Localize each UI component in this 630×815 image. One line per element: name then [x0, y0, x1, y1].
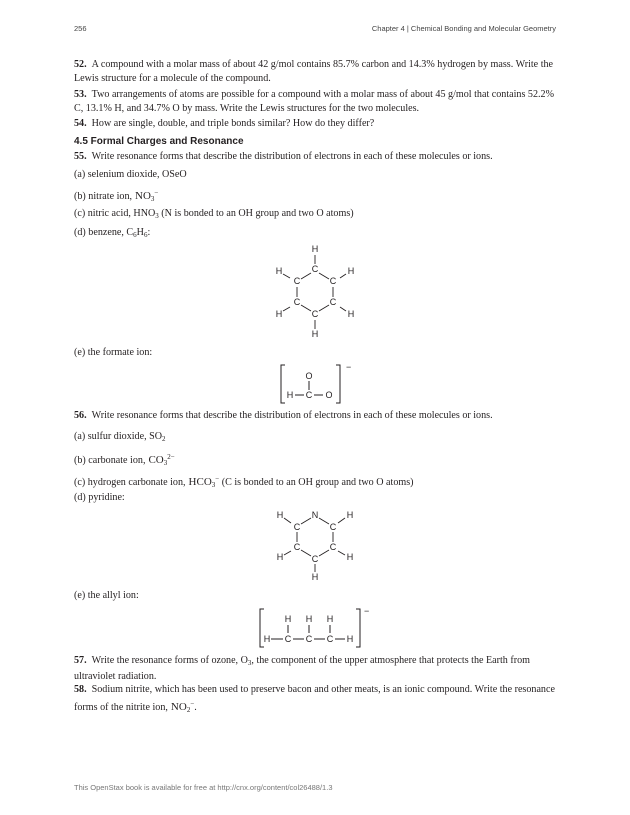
page-number: 256 — [74, 24, 87, 33]
ion-charge: − — [364, 606, 370, 616]
atom-label: H — [275, 309, 283, 319]
atom-label: H — [346, 510, 354, 520]
question-53 — [74, 88, 556, 116]
atom-label: C — [326, 634, 334, 644]
question-text: Two arrangements of atoms are possible for a compound with a molar mass of about 45 g/mol that contains 52.2% C, 13.1% H, and 34.7% O by mass. Write the Lewis structures for the two molecules. — [74, 89, 555, 114]
question-57: 57. Write the resonance forms of ozone, $O_3$, the component of the upper atmosphere that protects the Earth from ultraviolet radiation. — [74, 655, 530, 682]
question-number: 52. — [74, 59, 87, 70]
atom-label: H — [284, 614, 292, 624]
benzene-structure — [268, 243, 364, 341]
atom-label: C — [329, 276, 337, 286]
q55-option-b: (b) nitrate ion, $NO_3^-$ — [74, 189, 159, 203]
atom-label: C — [293, 276, 301, 286]
question-55 — [74, 150, 556, 164]
atom-label: H — [311, 572, 319, 582]
formate-structure — [276, 361, 356, 407]
question-number: 54. — [74, 118, 87, 129]
q56-option-d: (d) pyridine: — [74, 492, 125, 503]
atom-label: H — [347, 309, 355, 319]
atom-label: C — [293, 522, 301, 532]
question-number: 56. — [74, 410, 87, 421]
question-58: 58. Sodium nitrite, which has been used to preserve bacon and other meats, is an ionic compound. Write the resonance forms of the nitrite ion, $NO_2^-$. — [74, 684, 555, 714]
atom-label: H — [286, 390, 294, 400]
atom-label: C — [329, 297, 337, 307]
atom-label: H — [346, 552, 354, 562]
question-number: 57. — [74, 655, 87, 666]
atom-label: H — [276, 552, 284, 562]
question-number: 53. — [74, 89, 87, 100]
atom-label: C — [311, 264, 319, 274]
atom-label: C — [284, 634, 292, 644]
question-number: 58. — [74, 684, 87, 695]
question-text: A compound with a molar mass of about 42 g/mol contains 85.7% carbon and 14.3% hydrogen by mass. Write the Lewis structure for a molecule of the compound. — [74, 59, 554, 84]
atom-label: C — [329, 522, 337, 532]
pyridine-structure — [268, 502, 364, 586]
atom-label: C — [311, 554, 319, 564]
atom-label: C — [311, 309, 319, 319]
q55-option-a: (a) selenium dioxide, OSeO — [74, 169, 187, 180]
atom-label: H — [276, 510, 284, 520]
atom-label: H — [326, 614, 334, 624]
atom-label: C — [293, 542, 301, 552]
atom-label: H — [275, 266, 283, 276]
q56-option-b: (b) carbonate ion, $CO_3^{2-}$ — [74, 453, 175, 467]
q56-option-a: (a) sulfur dioxide, $SO_2$ — [74, 431, 166, 443]
atom-label: H — [347, 266, 355, 276]
atom-label: N — [311, 510, 319, 520]
atom-label: C — [293, 297, 301, 307]
question-56 — [74, 409, 556, 423]
chapter-header: Chapter 4 | Chemical Bonding and Molecular Geometry — [371, 24, 556, 33]
question-52 — [74, 58, 556, 86]
q56-option-c: (c) hydrogen carbonate ion, $HCO_3^-$ (C is bonded to an OH group and two O atoms) — [74, 475, 414, 489]
allyl-structure — [256, 605, 376, 651]
atom-label: C — [305, 634, 313, 644]
q55-option-e: (e) the formate ion: — [74, 347, 153, 358]
q55-option-d: (d) benzene, $C_6H_6$: — [74, 227, 151, 239]
atom-label: H — [311, 244, 319, 254]
question-text: Write resonance forms that describe the distribution of electrons in each of these molecules or ions. — [91, 151, 493, 162]
section-heading: 4.5 Formal Charges and Resonance — [74, 136, 244, 147]
q55-option-c: (c) nitric acid, $HNO_3$ (N is bonded to an OH group and two O atoms) — [74, 208, 354, 220]
ion-charge: − — [346, 362, 352, 372]
atom-label: H — [305, 614, 313, 624]
atom-label: O — [325, 390, 333, 400]
atom-label: C — [329, 542, 337, 552]
question-number: 55. — [74, 151, 87, 162]
question-text: Write resonance forms that describe the distribution of electrons in each of these molecules or ions. — [91, 410, 493, 421]
atom-label: H — [263, 634, 271, 644]
atom-label: O — [305, 371, 313, 381]
q56-option-e: (e) the allyl ion: — [74, 590, 139, 601]
atom-label: C — [305, 390, 313, 400]
atom-label: H — [346, 634, 354, 644]
question-text: How are single, double, and triple bonds similar? How do they differ? — [91, 118, 375, 129]
footer-note: This OpenStax book is available for free at http://cnx.org/content/col26488/1.3 — [74, 783, 333, 792]
question-54 — [74, 117, 556, 131]
atom-label: H — [311, 329, 319, 339]
